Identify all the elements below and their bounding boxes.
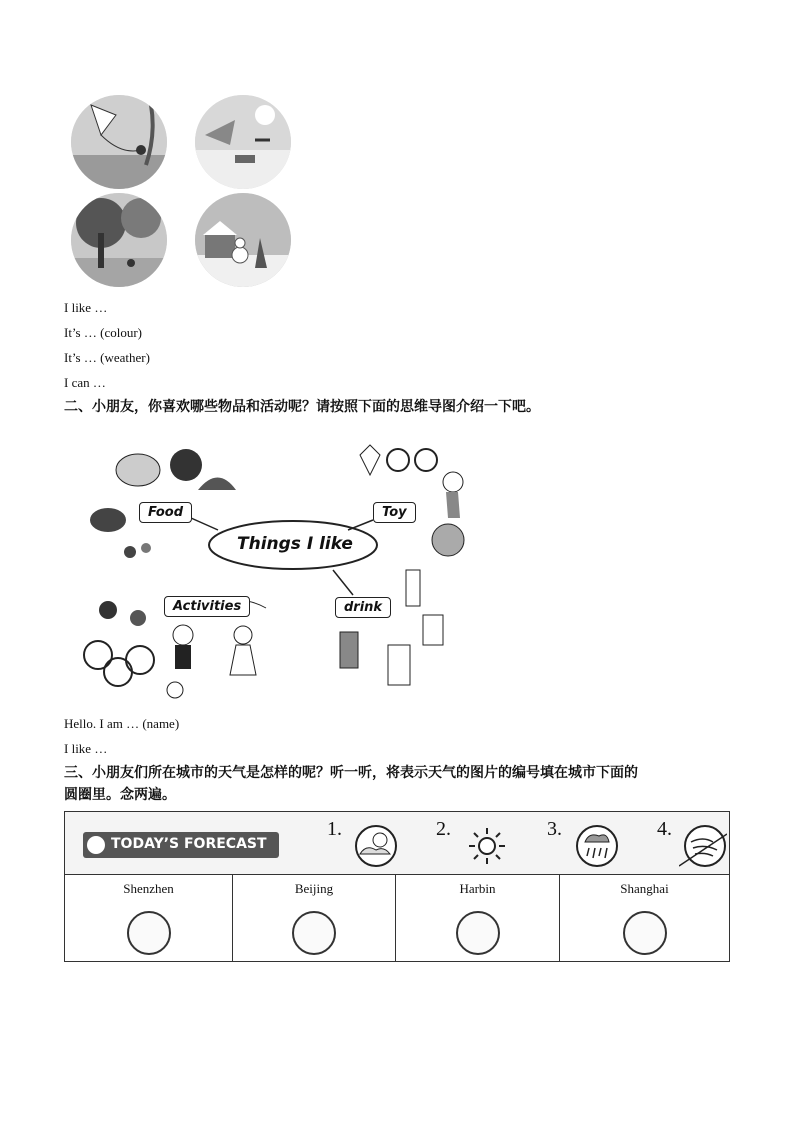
city-cell-harbin bbox=[396, 875, 560, 961]
city-name-shenzhen: Shenzhen bbox=[123, 881, 174, 896]
city-name-shanghai: Shanghai bbox=[620, 881, 669, 896]
weather-number-2: 2. bbox=[436, 818, 451, 840]
mind-map-food-label: Food bbox=[139, 502, 192, 523]
weather-number-1: 1. bbox=[327, 818, 342, 840]
answer-circle-beijing[interactable] bbox=[292, 911, 336, 955]
prompt-weather: It’s … (weather) bbox=[64, 350, 150, 365]
mind-map-drink-label: drink bbox=[335, 597, 391, 618]
globe-icon bbox=[87, 836, 105, 854]
sunny-icon bbox=[463, 824, 511, 868]
mind-map-lines bbox=[78, 430, 478, 710]
prompt-colour: It’s … (colour) bbox=[64, 325, 142, 340]
city-cell-shanghai bbox=[560, 875, 729, 961]
forecast-banner-badge bbox=[83, 832, 279, 858]
city-cell-shenzhen bbox=[65, 875, 233, 961]
prompt-i-can: I can … bbox=[64, 375, 106, 390]
forecast-banner-title: TODAY’S FORECAST bbox=[111, 836, 267, 852]
summer-beach-icon bbox=[195, 95, 291, 189]
city-name-beijing: Beijing bbox=[294, 881, 334, 896]
weather-number-3: 3. bbox=[547, 818, 562, 840]
mind-map-activities-label: Activities bbox=[164, 596, 250, 617]
prompt-name: Hello. I am … (name) bbox=[64, 716, 180, 731]
rainy-icon bbox=[573, 824, 621, 868]
section-two-heading: 二、小朋友，你喜欢哪些物品和活动呢？请按照下面的思维导图介绍一下吧。 bbox=[64, 399, 540, 415]
weather-number-4: 4. bbox=[657, 818, 672, 840]
section-three-heading-line2: 圆圈里。念两遍。 bbox=[64, 787, 176, 803]
spring-kite-icon bbox=[71, 95, 167, 189]
forecast-table bbox=[64, 811, 730, 962]
answer-circle-harbin[interactable] bbox=[456, 911, 500, 955]
autumn-tree-icon bbox=[71, 193, 167, 287]
forecast-banner bbox=[65, 812, 729, 875]
section-three-heading bbox=[64, 762, 732, 806]
answer-circle-shenzhen[interactable] bbox=[127, 911, 171, 955]
windy-icon bbox=[679, 824, 727, 868]
prompt-i-like: I like … bbox=[64, 300, 108, 315]
section-three-heading-line1: 三、小朋友们所在城市的天气是怎样的呢？听一听，将表示天气的图片的编号填在城市下面的 bbox=[64, 765, 638, 781]
winter-snowman-icon bbox=[195, 193, 291, 287]
mind-map-center: Things I like bbox=[237, 534, 353, 554]
answer-circle-shanghai[interactable] bbox=[623, 911, 667, 955]
cloudy-sun-icon bbox=[352, 824, 400, 868]
mind-map-toy-label: Toy bbox=[373, 502, 416, 523]
city-name-harbin: Harbin bbox=[459, 881, 496, 896]
prompt-i-like-2: I like … bbox=[64, 741, 108, 756]
city-cell-beijing bbox=[233, 875, 396, 961]
